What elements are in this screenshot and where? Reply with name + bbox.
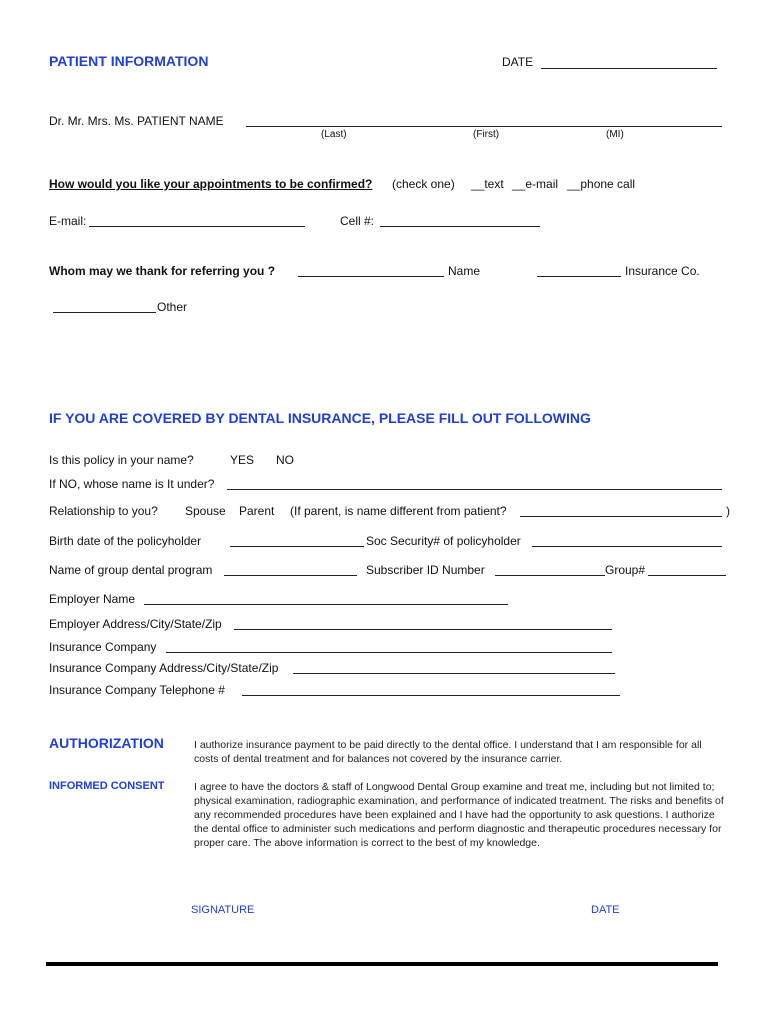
parent-note-close: ) xyxy=(726,504,730,518)
group-program-label: Name of group dental program xyxy=(49,563,213,577)
date-field[interactable] xyxy=(541,58,717,69)
cell-field[interactable] xyxy=(380,216,540,227)
birth-date-field[interactable] xyxy=(230,536,364,547)
ssn-field[interactable] xyxy=(532,536,722,547)
subscriber-id-field[interactable] xyxy=(495,565,605,576)
group-number-label: Group# xyxy=(605,563,646,577)
birth-date-label: Birth date of the policyholder xyxy=(49,534,202,548)
referral-name-label: Name xyxy=(448,264,481,278)
confirm-phone-option[interactable]: __phone call xyxy=(567,177,636,191)
employer-name-field[interactable] xyxy=(144,594,508,605)
confirm-question: How would you like your appointments to be confirmed? xyxy=(49,177,373,191)
page-title: PATIENT INFORMATION xyxy=(49,53,209,69)
referral-insurance-label: Insurance Co. xyxy=(625,264,700,278)
group-program-field[interactable] xyxy=(224,565,357,576)
first-name-caption: (First) xyxy=(473,129,500,140)
parent-note: (If parent, is name different from patient? xyxy=(290,504,507,518)
insurance-phone-label: Insurance Company Telephone # xyxy=(49,683,225,697)
insurance-phone-field[interactable] xyxy=(242,685,620,696)
parent-name-field[interactable] xyxy=(520,506,722,517)
relationship-spouse-option[interactable]: Spouse xyxy=(185,504,226,518)
cell-label: Cell #: xyxy=(340,214,375,228)
insurance-heading: IF YOU ARE COVERED BY DENTAL INSURANCE, PLEASE FILL OUT FOLLOWING xyxy=(49,410,591,426)
signature-date-label: DATE xyxy=(591,904,620,916)
referral-insurance-field[interactable] xyxy=(537,266,621,277)
subscriber-id-label: Subscriber ID Number xyxy=(366,563,485,577)
confirm-hint: (check one) xyxy=(392,177,455,191)
insurance-address-label: Insurance Company Address/City/State/Zip xyxy=(49,661,279,675)
referral-name-field[interactable] xyxy=(298,266,444,277)
policy-question: Is this policy in your name? xyxy=(49,453,194,467)
patient-name-field[interactable] xyxy=(246,116,722,127)
informed-consent-heading: INFORMED CONSENT xyxy=(49,780,165,792)
whose-name-label: If NO, whose name is It under? xyxy=(49,477,215,491)
employer-name-label: Employer Name xyxy=(49,592,136,606)
bottom-divider xyxy=(46,962,718,966)
last-name-caption: (Last) xyxy=(321,129,347,140)
policy-yes-option[interactable]: YES xyxy=(230,453,255,467)
mi-caption: (MI) xyxy=(606,129,624,140)
authorization-text: I authorize insurance payment to be paid directly to the dental office. I understand that I am responsible for all costs of dental treatment and for balances not covered by the insurance carrier. xyxy=(194,739,702,765)
insurance-address-field[interactable] xyxy=(293,663,615,674)
employer-address-field[interactable] xyxy=(234,619,612,630)
referral-other-label: Other xyxy=(157,300,188,314)
ssn-label: Soc Security# of policyholder xyxy=(366,534,521,548)
relationship-parent-option[interactable]: Parent xyxy=(239,504,275,518)
authorization-heading: AUTHORIZATION xyxy=(49,735,164,751)
insurance-company-field[interactable] xyxy=(166,642,612,653)
policy-no-option[interactable]: NO xyxy=(276,453,294,467)
relationship-label: Relationship to you? xyxy=(49,504,158,518)
email-field[interactable] xyxy=(89,216,305,227)
confirm-email-option[interactable]: __e-mail xyxy=(512,177,559,191)
referral-other-field[interactable] xyxy=(53,302,156,313)
signature-label: SIGNATURE xyxy=(191,904,255,916)
employer-address-label: Employer Address/City/State/Zip xyxy=(49,617,222,631)
date-label: DATE xyxy=(502,55,534,69)
group-number-field[interactable] xyxy=(648,565,726,576)
confirm-text-option[interactable]: __text xyxy=(471,177,504,191)
insurance-company-label: Insurance Company xyxy=(49,640,157,654)
referral-question: Whom may we thank for referring you ? xyxy=(49,264,276,278)
patient-name-label: Dr. Mr. Mrs. Ms. PATIENT NAME xyxy=(49,114,224,128)
informed-consent-text: I agree to have the doctors & staff of Longwood Dental Group examine and treat me, including but not limited to; physical examination, radiographic examination, and performance of indicated treatment. The risks and benefits of any recommended procedures have been explained and I have had the opportunity to ask questions. I authorize the dental office to administer such medications and perform diagnostic and therapeutic procedures necessary for proper care. The above information is correct to the best of my knowledge. xyxy=(194,781,724,849)
whose-name-field[interactable] xyxy=(227,479,722,490)
email-label: E-mail: xyxy=(49,214,87,228)
